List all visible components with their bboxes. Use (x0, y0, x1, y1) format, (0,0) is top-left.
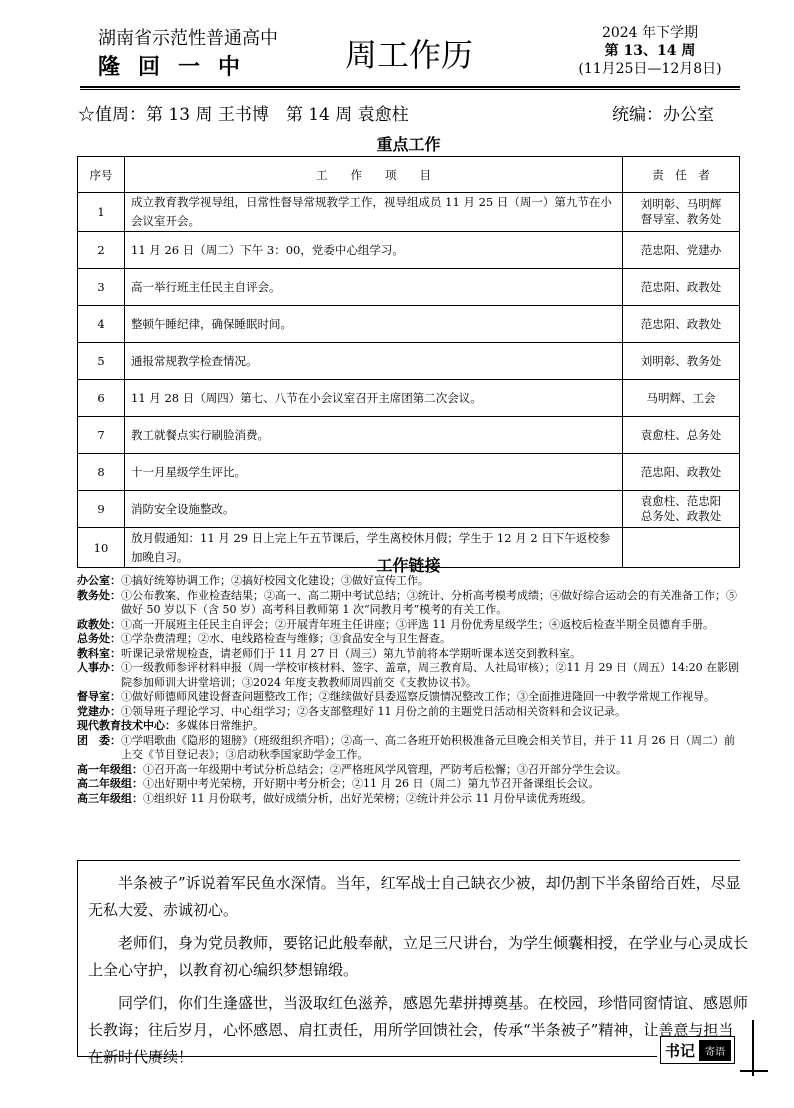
header-divider-thin (80, 89, 740, 90)
list-item (77, 763, 740, 778)
date-range-label: (11月25日—12月8日) (578, 61, 722, 77)
row-resp: 范忠阳、政教处 (623, 454, 740, 491)
essay-frame-left (77, 860, 78, 1056)
row-item: 整顿午睡纪律，确保睡眠时间。 (125, 306, 623, 343)
dept-label: 督导室： (77, 690, 121, 703)
row-no: 8 (78, 454, 125, 491)
list-item (77, 632, 740, 647)
dept-label: 总务处： (77, 632, 121, 645)
row-resp: 范忠阳、政教处 (623, 269, 740, 306)
row-item: 成立教育教学视导组，日常性督导常规教学工作，视导组成员 11 月 25 日（周一）第九节在小会议室开会。 (125, 193, 623, 232)
signature-horizontal-line (740, 1070, 768, 1072)
row-resp: 范忠阳、政教处 (623, 306, 740, 343)
dept-label: 高一年级组： (77, 762, 143, 776)
table-row (78, 232, 740, 269)
table-row (78, 193, 740, 232)
dept-label: 教务处： (77, 588, 121, 602)
school-name: 隆回一中 (98, 55, 259, 80)
work-links-list (77, 574, 740, 806)
dept-label: 人事办： (77, 661, 121, 674)
dept-label: 高三年级组： (77, 791, 143, 805)
signature-box (660, 1036, 735, 1064)
row-item: 11 月 26 日（周二）下午 3：00，党委中心组学习。 (125, 232, 623, 269)
table-row (78, 269, 740, 306)
row-no: 6 (78, 380, 125, 417)
term-info (570, 24, 730, 78)
table-row (78, 306, 740, 343)
dept-content: ①学唱歌曲《隐形的翅膀》（班级组织齐唱）；②高一、高二各班开始积极准备元旦晚会相关节目，并于 11 月 26 日（周二）前上交《节目登记表》；③启动秋季国家助学金工作。 (121, 733, 735, 761)
dept-label: 政教处： (77, 617, 121, 631)
header-divider (80, 86, 740, 88)
list-item (77, 734, 740, 763)
dept-content: ①出好期中考光荣榜，开好期中考分析会；②11 月 26 日（周二）第九节召开备课组长会议。 (143, 777, 600, 790)
list-item (77, 777, 740, 792)
row-item: 通报常规教学检查情况。 (125, 343, 623, 380)
signature-label: 书记 (665, 1041, 696, 1060)
essay-paragraph: 半条被子”诉说着军民鱼水深情。当年，红军战士自己缺衣少被，却仍割下半条留给百姓，尽显无私大爱、赤诚初心。 (88, 874, 741, 919)
list-item (77, 589, 740, 618)
dept-label: 团 委： (77, 733, 121, 747)
row-no: 4 (78, 306, 125, 343)
dept-content: ①领导班子理论学习、中心组学习；②各支部整理好 11 月份之前的主题党日活动相关资料和会议记录。 (121, 704, 626, 718)
essay-text (88, 870, 748, 1077)
row-resp: 刘明彰、教务处 (623, 343, 740, 380)
row-no: 7 (78, 417, 125, 454)
list-item (77, 792, 740, 807)
row-resp: 范忠阳、党建办 (623, 232, 740, 269)
list-item (77, 705, 740, 720)
dept-label: 高二年级组： (77, 777, 143, 790)
list-item (77, 574, 740, 589)
dept-label: 现代教育技术中心： (77, 719, 176, 732)
row-item: 十一月星级学生评比。 (125, 454, 623, 491)
row-resp: 袁愈柱、总务处 (623, 417, 740, 454)
row-no: 5 (78, 343, 125, 380)
dept-label: 党建办： (77, 704, 121, 718)
list-item (77, 647, 740, 662)
key-work-table (77, 156, 740, 568)
list-item (77, 719, 740, 734)
document-title: 周工作历 (345, 36, 474, 74)
duty-text: ☆值周：第 13 周 王书博 第 14 周 袁愈柱 (78, 105, 409, 125)
dept-content: ①组织好 11 月份联考，做好成绩分析，出好光荣榜；②统计并公示 11 月份早读优秀班级。 (143, 791, 592, 805)
dept-label: 办公室： (77, 574, 121, 587)
row-resp: 刘明彰、马明辉 督导室、教务处 (623, 193, 740, 232)
dept-content: ①做好师德师风建设督查问题整改工作；②继续做好县委巡察反馈情况整改工作；③全面推进隆回一中教学常规工作视导。 (121, 690, 715, 703)
row-no: 9 (78, 491, 125, 528)
dept-content: ①一级教师参评材料申报（周一学校审核材料、签字、盖章，周三教育局、人社局审核）；②11 月 29 日（周五）14:20 在影剧院参加师训大讲堂培训；③2024 年度支教教师周四前交《支教协议书》。 (121, 661, 740, 689)
row-no: 1 (78, 193, 125, 232)
essay-paragraph: 同学们，你们生逢盛世，当汲取红色滋养，感恩先辈拼搏奠基。在校园，珍惜同窗情谊、感恩师长教诲；往后岁月，心怀感恩、肩扛责任，用所学回馈社会，传承“半条被子”精神，让善意与担当在新时代赓续！ (88, 994, 749, 1066)
essay-frame-top (77, 860, 740, 861)
dept-content: 多媒体日常维护。 (176, 719, 264, 732)
dept-content: 听课记录常规检查，请老师们于 11 月 27 日（周三）第九节前将本学期听课本送交到教科室。 (121, 646, 581, 660)
row-resp: 袁愈柱、范忠阳 总务处、政教处 (623, 491, 740, 528)
list-item (77, 690, 740, 705)
row-item: 高一举行班主任民主自评会。 (125, 269, 623, 306)
work-links-title: 工作链接 (376, 556, 441, 575)
dept-content: ①公布教案、作业检查结果；②高一、高二期中考试总结；③统计、分析高考模考成绩；④做好综合运动会的有关准备工作；⑤做好 50 岁以下（含 50 岁）高考科目教师第 1 次“同教月考”模考的有关工作。 (121, 588, 737, 616)
key-work-title: 重点工作 (376, 135, 441, 154)
term-label: 2024 年下学期 (601, 25, 699, 41)
school-type: 湖南省示范性普通高中 (98, 28, 278, 49)
col-header-resp: 责 任 者 (623, 157, 740, 193)
row-item: 11 月 28 日（周四）第七、八节在小会议室召开主席团第二次会议。 (125, 380, 623, 417)
table-row (78, 417, 740, 454)
table-row (78, 343, 740, 380)
signature-vertical-line (752, 1020, 754, 1076)
signature-tag: 寄语 (699, 1040, 731, 1061)
list-item (77, 661, 740, 690)
row-resp: 马明辉、工会 (623, 380, 740, 417)
table-header-row (78, 157, 740, 193)
dept-label: 教科室： (77, 646, 121, 660)
row-item: 放月假通知：11 月 29 日上完上午五节课后，学生离校休月假；学生于 12 月 2 日下午返校参加晚自习。 (125, 528, 623, 568)
table-row (78, 454, 740, 491)
list-item (77, 618, 740, 633)
dept-content: ①学杂费清理；②水、电线路检查与维修；③食品安全与卫生督查。 (121, 632, 451, 645)
dept-content: ①搞好统筹协调工作；②搞好校园文化建设；③做好宣传工作。 (121, 574, 429, 587)
row-no: 2 (78, 232, 125, 269)
col-header-no: 序号 (78, 157, 125, 193)
row-no: 3 (78, 269, 125, 306)
row-no: 10 (78, 528, 125, 568)
table-row (78, 380, 740, 417)
essay-paragraph: 老师们，身为党员教师，要铭记此般奉献，立足三尺讲台，为学生倾囊相授，在学业与心灵成长上全心守护，以教育初心编织梦想锦缎。 (88, 934, 749, 979)
row-item: 消防安全设施整改。 (125, 491, 623, 528)
editor-text: 统编：办公室 (612, 105, 714, 125)
col-header-item: 工 作 项 目 (125, 157, 623, 193)
row-item: 教工就餐点实行刷脸消费。 (125, 417, 623, 454)
dept-content: ①召开高一年级期中考试分析总结会；②严格班风学风管理，严防考后松懈；③召开部分学生会议。 (143, 762, 627, 776)
dept-content: ①高一开展班主任民主自评会；②开展青年班主任讲座；③评选 11 月份优秀星级学生；④返校后检查半期全员德育手册。 (121, 617, 714, 631)
table-row (78, 491, 740, 528)
weeks-label: 第 13、14 周 (604, 43, 696, 59)
